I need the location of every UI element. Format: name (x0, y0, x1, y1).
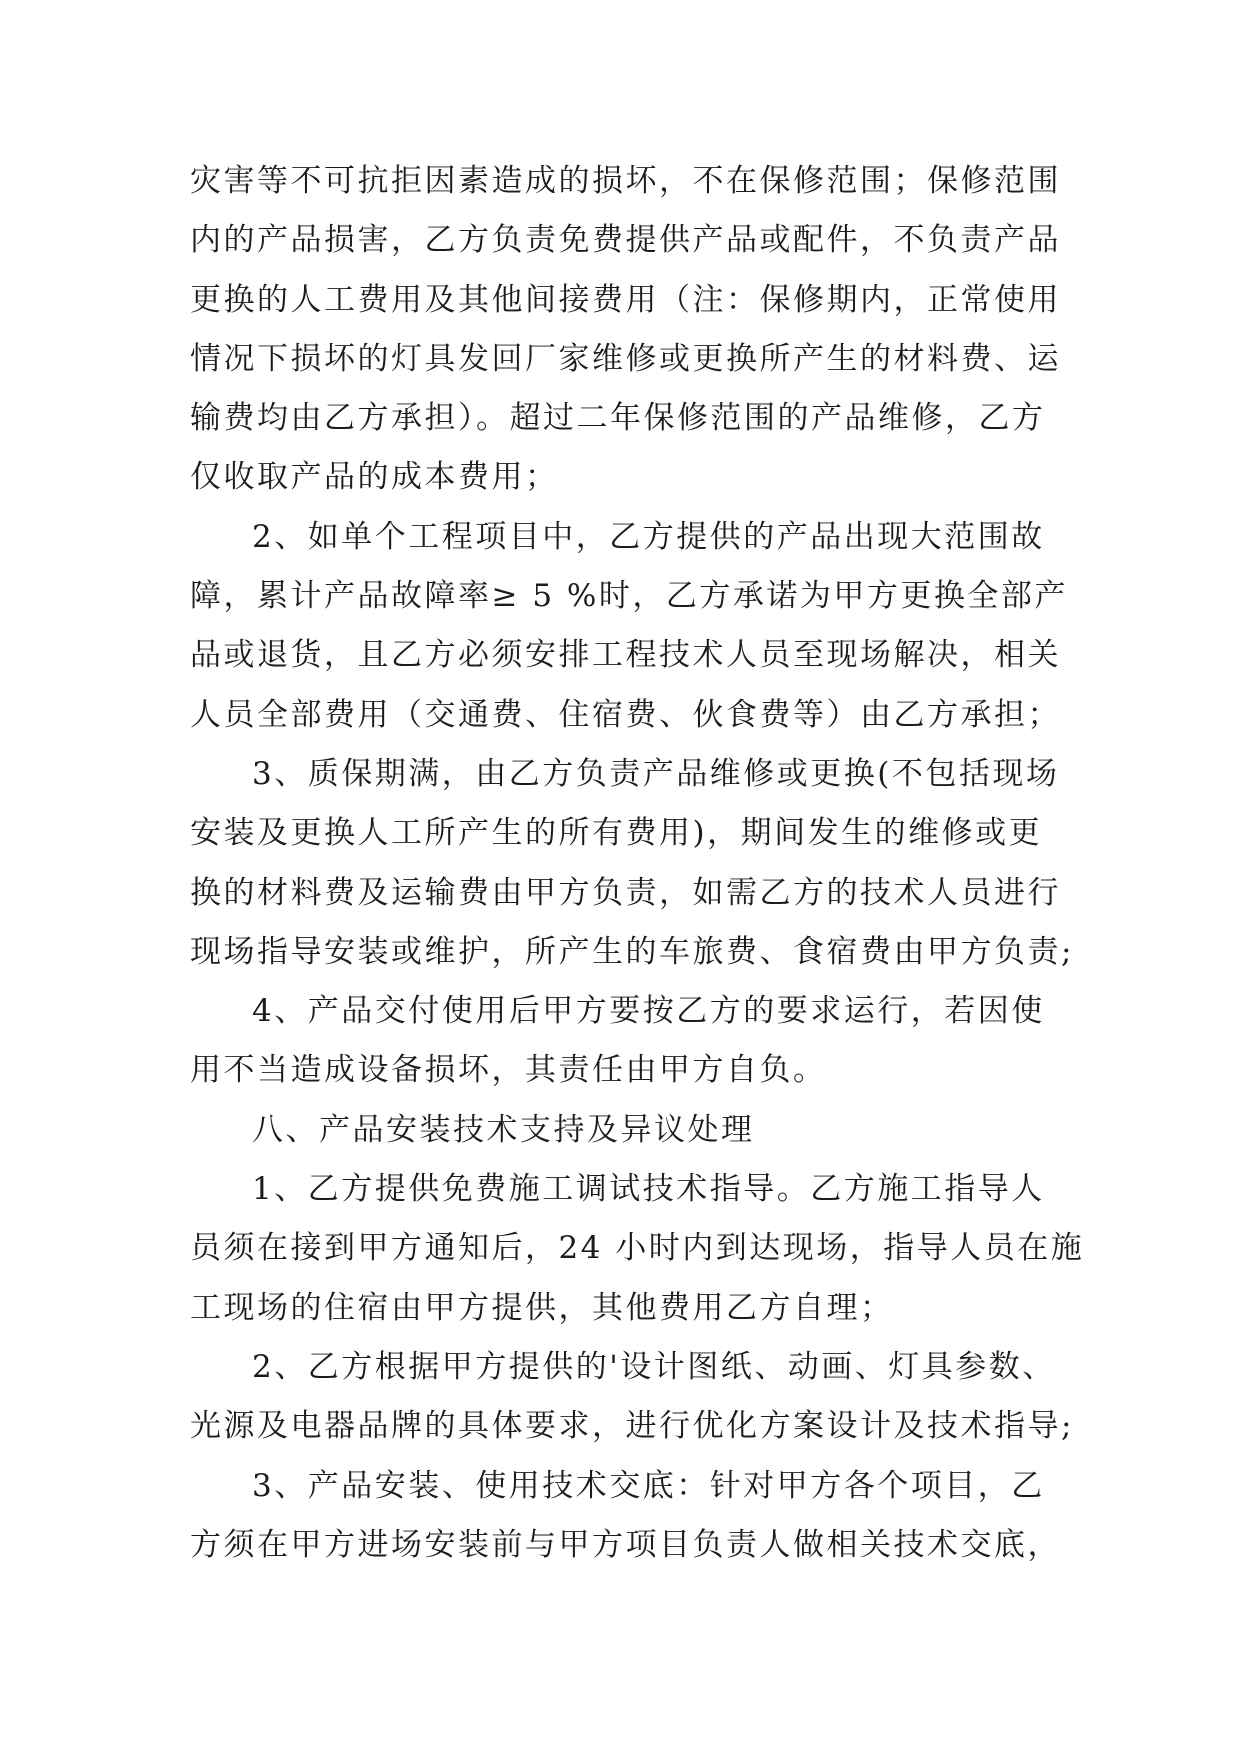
text-line: 更换的人工费用及其他间接费用（注：保修期内，正常使用 (190, 281, 1061, 318)
text-line: 3、产品安装、使用技术交底：针对甲方各个项目，乙 (252, 1467, 1045, 1504)
text-line: 用不当造成设备损坏，其责任由甲方自负。 (190, 1052, 827, 1089)
text-line: 1、乙方提供免费施工调试技术指导。乙方施工指导人 (252, 1171, 1045, 1208)
text-line: 内的产品损害，乙方负责免费提供产品或配件，不负责产品 (190, 222, 1061, 259)
text-line: 安装及更换人工所产生的所有费用)，期间发生的维修或更 (190, 815, 1043, 852)
text-line: 3、质保期满，由乙方负责产品维修或更换(不包括现场 (252, 755, 1060, 792)
text-line: 光源及电器品牌的具体要求，进行优化方案设计及技术指导; (190, 1408, 1074, 1445)
text-line: 2、如单个工程项目中，乙方提供的产品出现大范围故 (252, 518, 1045, 555)
text-line: 换的材料费及运输费由甲方负责，如需乙方的技术人员进行 (190, 874, 1061, 911)
text-line: 灾害等不可抗拒因素造成的损坏，不在保修范围；保修范围 (190, 163, 1061, 199)
text-line: 工现场的住宿由甲方提供，其他费用乙方自理； (190, 1289, 894, 1326)
text-line: 现场指导安装或维护，所产生的车旅费、食宿费由甲方负责; (190, 933, 1074, 970)
text-line: 障，累计产品故障率≥ 5 %时，乙方承诺为甲方更换全部产 (190, 578, 1068, 615)
text-line: 员须在接到甲方通知后，24 小时内到达现场，指导人员在施 (190, 1230, 1085, 1267)
text-line: 2、乙方根据甲方提供的'设计图纸、动画、灯具参数、 (252, 1348, 1056, 1385)
document-body (190, 152, 1085, 1575)
text-line: 情况下损坏的灯具发回厂家维修或更换所产生的材料费、运 (190, 340, 1061, 377)
text-line: 4、产品交付使用后甲方要按乙方的要求运行，若因使 (252, 993, 1045, 1030)
text-line: 仅收取产品的成本费用； (190, 459, 559, 496)
text-line: 方须在甲方进场安装前与甲方项目负责人做相关技术交底， (190, 1526, 1061, 1563)
text-line: 八、产品安装技术支持及异议处理 (252, 1111, 755, 1148)
text-line: 人员全部费用（交通费、住宿费、伙食费等）由乙方承担； (190, 696, 1061, 733)
text-line: 品或退货，且乙方必须安排工程技术人员至现场解决，相关 (190, 637, 1061, 674)
text-line: 输费均由乙方承担）。超过二年保修范围的产品维修，乙方 (190, 400, 1046, 437)
